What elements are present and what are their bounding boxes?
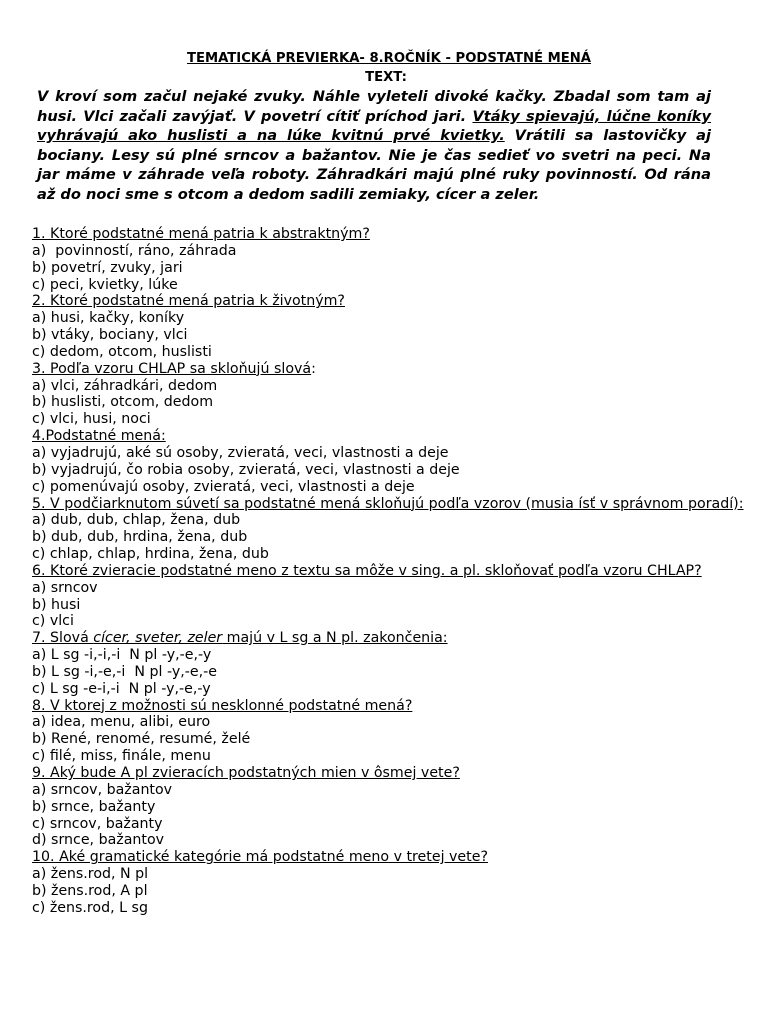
answer-option: a) vlci, záhradkári, dedom xyxy=(32,377,218,394)
answer-option: c) chlap, chlap, hrdina, žena, dub xyxy=(32,546,269,563)
question-text: 10. Aké gramatické kategórie má podstatné meno v tretej vete? xyxy=(32,849,488,866)
answer-option: c) srncov, bažanty xyxy=(32,815,163,832)
question-text: 4.Podstatné mená: xyxy=(32,428,166,445)
answer-option: c) L sg -e-i,-i N pl -y,-e,-y xyxy=(32,680,211,697)
question-block xyxy=(32,226,752,293)
answer-option: c) filé, miss, finále, menu xyxy=(32,748,211,765)
question-block xyxy=(32,496,752,563)
answer-option: b) huslisti, otcom, dedom xyxy=(32,394,214,411)
question-block xyxy=(32,849,752,916)
answer-option: a) povinností, ráno, záhrada xyxy=(32,242,237,259)
question-block xyxy=(32,630,752,697)
answer-option: c) peci, kvietky, lúke xyxy=(32,276,178,293)
question-text: 8. V ktorej z možnosti sú nesklonné podstatné mená? xyxy=(32,697,413,714)
answer-option: b) vtáky, bociany, vlci xyxy=(32,327,188,344)
answer-option: a) dub, dub, chlap, žena, dub xyxy=(32,512,241,529)
question-block xyxy=(32,428,752,495)
answer-option: c) žens.rod, L sg xyxy=(32,899,148,916)
question-block xyxy=(32,563,752,630)
answer-option: a) idea, menu, alibi, euro xyxy=(32,714,211,731)
question-text: 5. V podčiarknutom súvetí sa podstatné mená skloňujú podľa vzorov (musia ísť v správnom poradí): xyxy=(32,495,744,512)
answer-option: c) vlci xyxy=(32,613,74,630)
answer-option: a) L sg -i,-i,-i N pl -y,-e,-y xyxy=(32,647,212,664)
answer-option: a) vyjadrujú, aké sú osoby, zvieratá, veci, vlastnosti a deje xyxy=(32,444,449,461)
question-text: majú v L sg a N pl. zakončenia: xyxy=(222,630,448,647)
question-block xyxy=(32,293,752,360)
answer-option: c) pomenúvajú osoby, zvieratá, veci, vlastnosti a deje xyxy=(32,478,415,495)
question-suffix: : xyxy=(311,360,316,377)
question-text: 3. Podľa vzoru CHLAP sa skloňujú slová xyxy=(32,360,312,377)
question-text: 6. Ktoré zvieracie podstatné meno z textu sa môže v sing. a pl. skloňovať podľa vzoru CHLAP? xyxy=(32,562,702,579)
page-title: TEMATICKÁ PREVIERKA- 8.ROČNÍK - PODSTATNÉ MENÁ xyxy=(186,51,592,66)
story-part-1: V kroví som začul nejaké zvuky. Náhle vyleteli divoké kačky. Zbadal som tam aj husi. Vlci začali zavýjať. V povetrí cítiť príchod jari. xyxy=(37,88,711,125)
answer-option: a) žens.rod, N pl xyxy=(32,866,149,883)
question-block xyxy=(32,361,752,428)
story-part-3: Vrátili sa lastovičky aj bociany. Lesy sú plné srncov a bažantov. Nie je čas sedieť vo svetri na peci. Na jar máme v záhrade veľa roboty. Záhradkári majú plné ruky povinností. Od rána až do noci sme s otcom a dedom sadili zemiaky, cícer a zeler. xyxy=(37,127,711,203)
answer-option: c) vlci, husi, noci xyxy=(32,411,151,428)
answer-option: a) srncov, bažantov xyxy=(32,781,173,798)
question-text: 1. Ktoré podstatné mená patria k abstraktným? xyxy=(32,226,370,242)
answer-option: c) dedom, otcom, huslisti xyxy=(32,343,212,360)
story-text xyxy=(37,87,711,205)
answer-option: b) žens.rod, A pl xyxy=(32,882,148,899)
answer-option: b) dub, dub, hrdina, žena, dub xyxy=(32,529,248,546)
question-line xyxy=(32,361,752,378)
story-underlined-sentence: Vtáky spievajú, lúčne koníky vyhrávajú ako huslisti a na lúke kvitnú prvé kvietky. xyxy=(37,107,711,145)
question-text: 9. Aký bude A pl zvieracích podstatných mien v ôsmej vete? xyxy=(32,765,460,781)
page-subtitle: TEXT: xyxy=(365,70,407,85)
answer-option: a) srncov xyxy=(32,579,98,596)
question-prefix: 7. Slová xyxy=(32,630,94,647)
answer-option: d) srnce, bažantov xyxy=(32,832,165,849)
answer-option: b) vyjadrujú, čo robia osoby, zvieratá, veci, vlastnosti a deje xyxy=(32,461,460,478)
answer-option: b) srnce, bažanty xyxy=(32,798,156,815)
answer-option: b) L sg -i,-e,-i N pl -y,-e,-e xyxy=(32,663,217,680)
answer-option: b) povetrí, zvuky, jari xyxy=(32,259,183,276)
question-list xyxy=(32,226,752,917)
answer-option: a) husi, kačky, koníky xyxy=(32,310,185,327)
question-line xyxy=(32,630,752,647)
answer-option: b) husi xyxy=(32,596,81,613)
answer-option: b) René, renomé, resumé, želé xyxy=(32,731,251,748)
question-block xyxy=(32,698,752,765)
question-italic-words: cícer, sveter, zeler xyxy=(93,630,223,647)
question-block xyxy=(32,765,752,849)
question-text: 2. Ktoré podstatné mená patria k životným? xyxy=(32,293,345,310)
